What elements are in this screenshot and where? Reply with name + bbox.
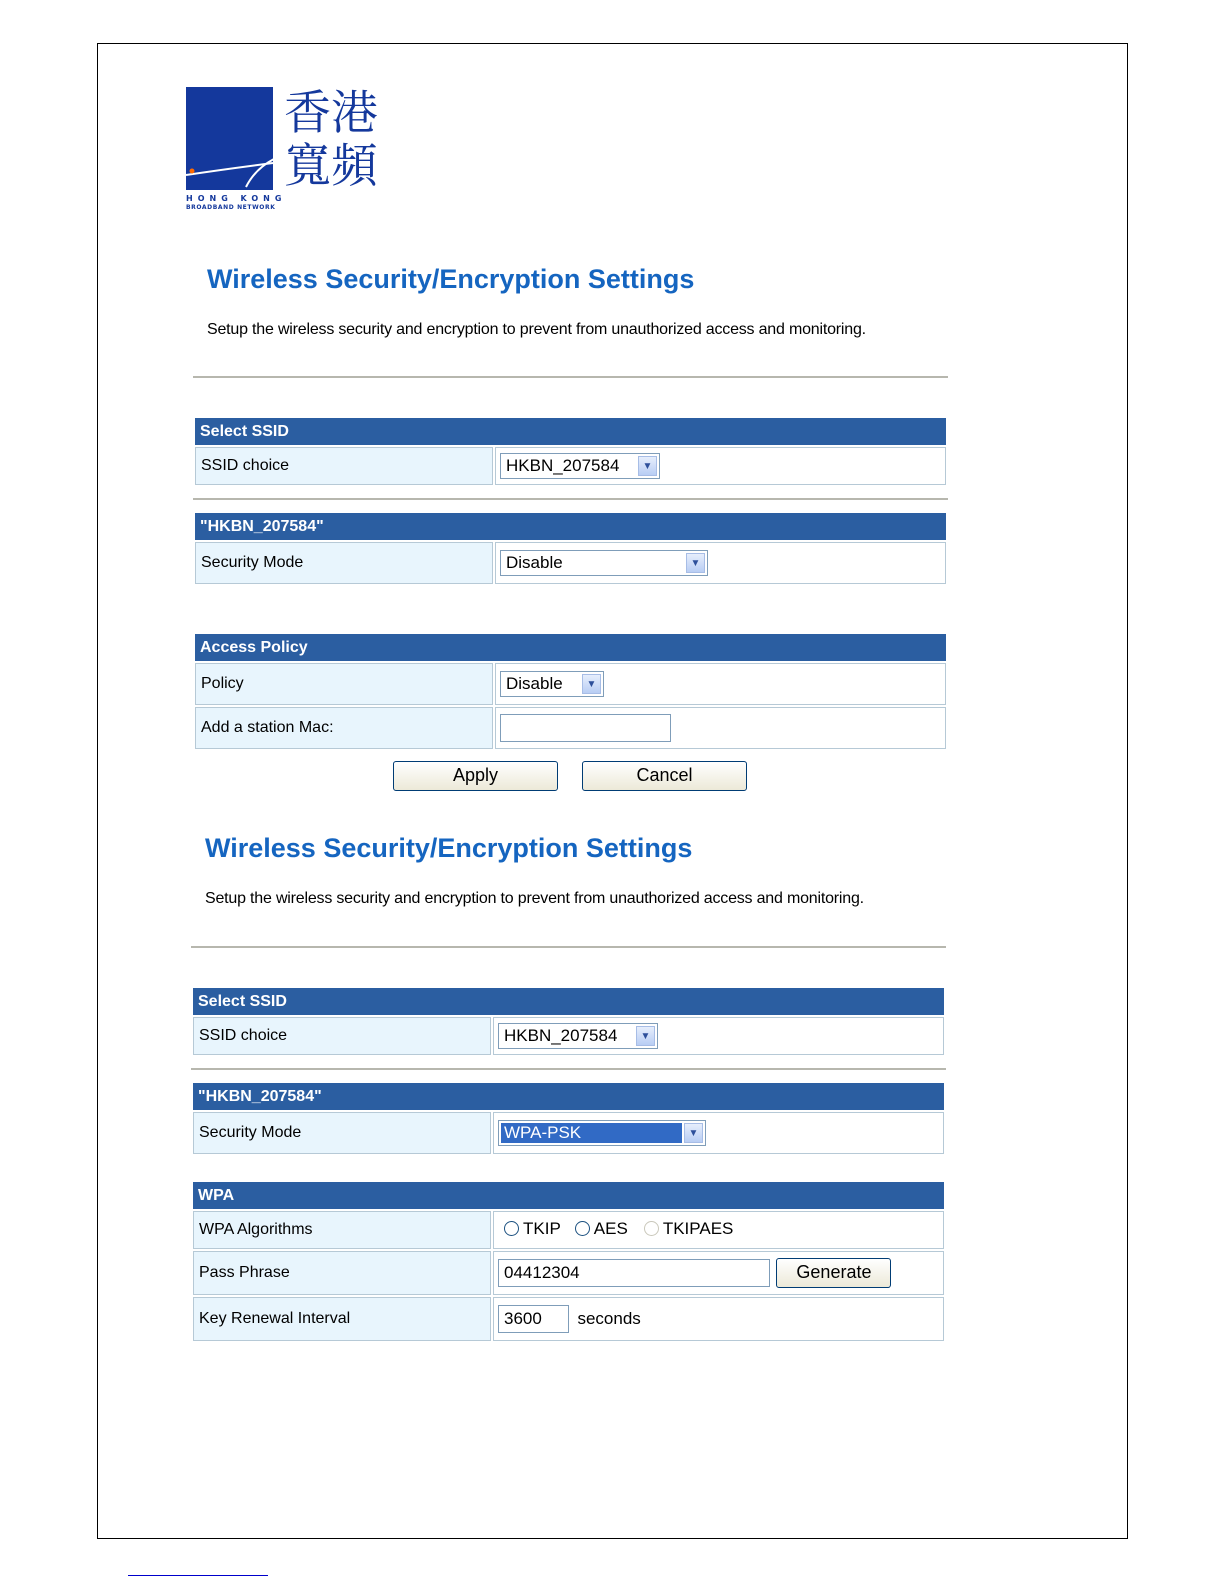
section-title-select-ssid: Select SSID <box>193 988 944 1015</box>
ssid-choice-cell <box>495 447 946 485</box>
ssid-choice-cell <box>493 1017 944 1055</box>
page-title: Wireless Security/Encryption Settings <box>207 264 695 294</box>
page-description: Setup the wireless security and encryption to prevent from unauthorized access and monitoring. <box>205 890 864 907</box>
add-station-mac-label: Add a station Mac: <box>195 707 493 749</box>
ssid-security-table <box>193 511 948 586</box>
ssid-choice-label: SSID choice <box>193 1017 491 1055</box>
hkbn-logo <box>186 87 396 217</box>
select-ssid-table <box>193 416 948 487</box>
key-renewal-interval-cell <box>493 1297 944 1341</box>
security-mode-cell <box>493 1112 944 1154</box>
apply-button[interactable]: Apply <box>393 761 558 791</box>
ssid-security-table <box>191 1081 946 1156</box>
section-title-wpa: WPA <box>193 1182 944 1209</box>
wpa-algorithms-radio-group <box>498 1219 733 1239</box>
section-title-select-ssid: Select SSID <box>195 418 946 445</box>
page-description: Setup the wireless security and encryption to prevent from unauthorized access and monitoring. <box>207 321 866 338</box>
chevron-down-icon: ▼ <box>686 553 705 573</box>
radio-tkipaes-label: TKIPAES <box>662 1218 734 1238</box>
ssid-choice-select[interactable]: HKBN_207584 ▼ <box>498 1023 658 1049</box>
key-renewal-interval-input[interactable]: 3600 <box>498 1305 569 1333</box>
select-ssid-table <box>191 986 946 1057</box>
chevron-down-icon: ▼ <box>582 674 601 694</box>
wpa-table <box>191 1180 946 1343</box>
policy-label: Policy <box>195 663 493 705</box>
wpa-algorithms-label: WPA Algorithms <box>193 1211 491 1249</box>
chevron-down-icon: ▼ <box>684 1123 703 1143</box>
generate-button[interactable]: Generate <box>776 1258 891 1288</box>
radio-tkip-label: TKIP <box>523 1218 561 1238</box>
ssid-choice-label: SSID choice <box>195 447 493 485</box>
section-title-ssid: "HKBN_207584" <box>195 513 946 540</box>
radio-tkipaes[interactable] <box>644 1221 659 1236</box>
security-mode-select[interactable]: WPA-PSK ▼ <box>498 1120 706 1146</box>
section-title-access-policy: Access Policy <box>195 634 946 661</box>
divider <box>191 1068 946 1070</box>
logo-block <box>186 87 273 190</box>
chevron-down-icon: ▼ <box>636 1026 655 1046</box>
key-renewal-unit: seconds <box>577 1309 641 1328</box>
page-title: Wireless Security/Encryption Settings <box>205 833 693 863</box>
key-renewal-interval-label: Key Renewal Interval <box>193 1297 491 1341</box>
cancel-button[interactable]: Cancel <box>582 761 747 791</box>
logo-english-text: HONG KONG BROADBAND NETWORK <box>186 194 287 211</box>
logo-chinese-text: 香港 寬頻 <box>284 86 378 194</box>
chevron-down-icon: ▼ <box>638 456 657 476</box>
add-station-mac-input[interactable] <box>500 714 671 742</box>
security-mode-cell <box>495 542 946 584</box>
policy-cell <box>495 663 946 705</box>
ssid-choice-select[interactable]: HKBN_207584 ▼ <box>500 453 660 479</box>
swoosh-icon <box>186 87 273 190</box>
divider <box>191 946 946 948</box>
radio-tkip[interactable] <box>504 1221 519 1236</box>
add-station-mac-cell <box>495 707 946 749</box>
radio-aes[interactable] <box>575 1221 590 1236</box>
divider <box>193 498 948 500</box>
radio-aes-label: AES <box>593 1218 628 1238</box>
security-mode-label: Security Mode <box>195 542 493 584</box>
pass-phrase-cell <box>493 1251 944 1295</box>
pass-phrase-input[interactable]: 04412304 <box>498 1259 770 1287</box>
access-policy-table <box>193 632 948 751</box>
divider <box>193 376 948 378</box>
footer-rule <box>128 1575 268 1576</box>
pass-phrase-label: Pass Phrase <box>193 1251 491 1295</box>
section-title-ssid: "HKBN_207584" <box>193 1083 944 1110</box>
policy-select[interactable]: Disable ▼ <box>500 671 604 697</box>
security-mode-select[interactable]: Disable ▼ <box>500 550 708 576</box>
security-mode-label: Security Mode <box>193 1112 491 1154</box>
wpa-algorithms-cell <box>493 1211 944 1249</box>
